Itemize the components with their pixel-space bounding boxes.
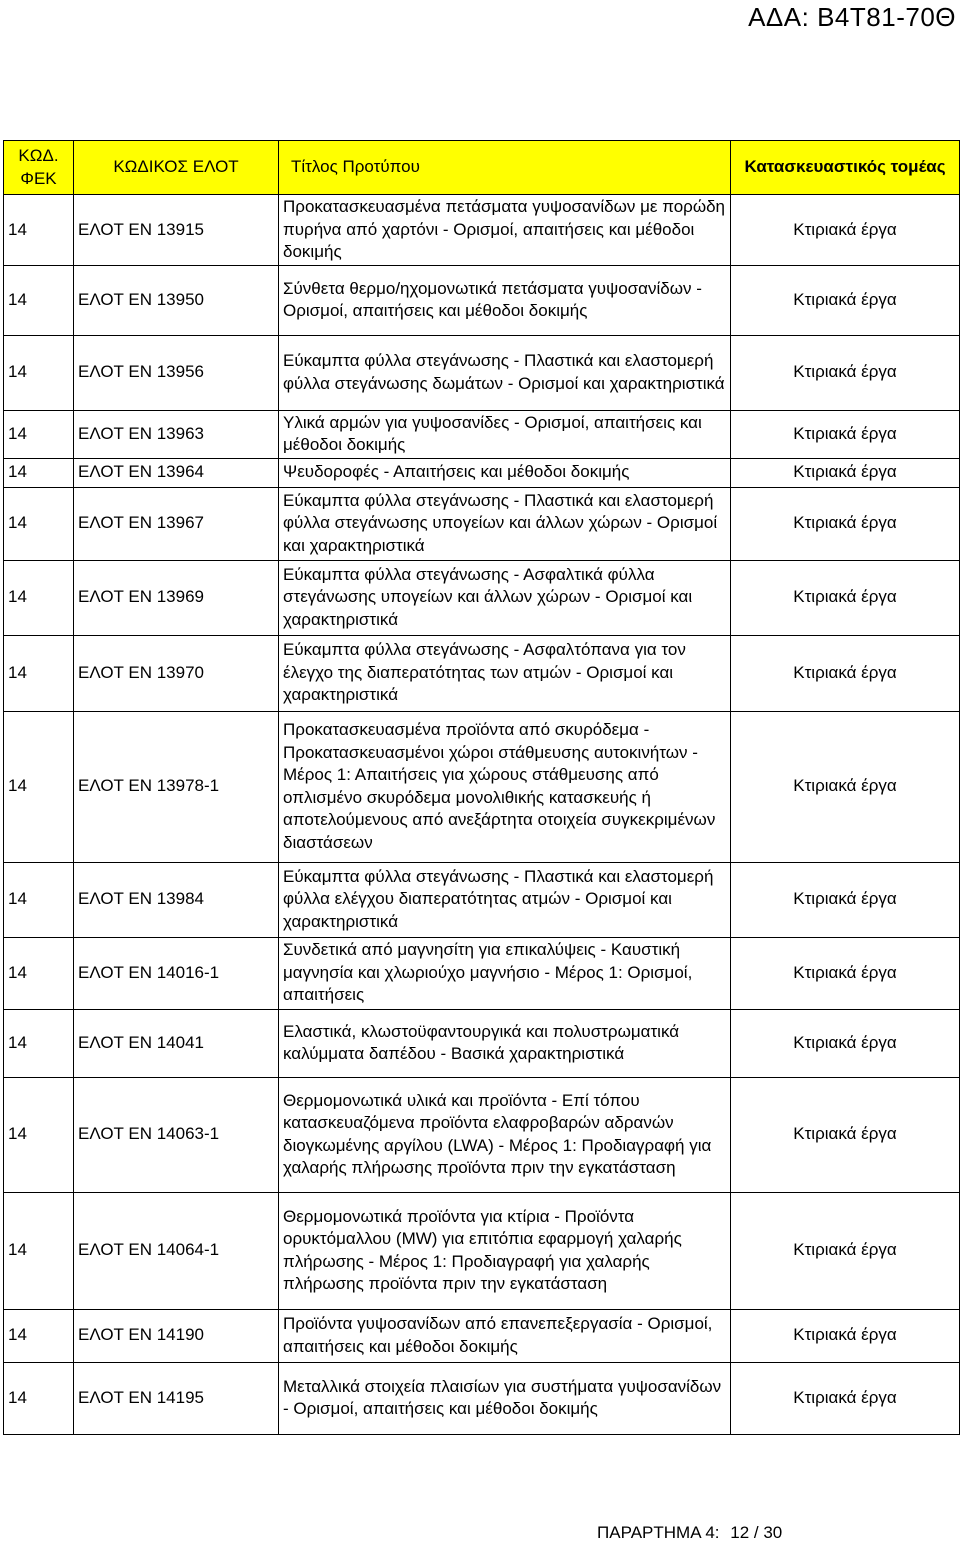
cell-elot-code: ΕΛΟΤ ΕΝ 14195	[74, 1362, 279, 1434]
cell-elot-code: ΕΛΟΤ ΕΝ 13984	[74, 862, 279, 937]
cell-sector: Κτιριακά έργα	[731, 195, 960, 266]
cell-title: Προκατασκευασμένα πετάσματα γυψοσανίδων με πορώδη πυρήνα από χαρτόνι - Ορισμοί, απαιτήσεις και μέθοδοι δοκιμής	[279, 195, 731, 266]
cell-sector: Κτιριακά έργα	[731, 1192, 960, 1309]
footer-page-number: 12 / 30	[730, 1523, 783, 1542]
cell-elot-code: ΕΛΟΤ ΕΝ 13915	[74, 195, 279, 266]
cell-sector: Κτιριακά έργα	[731, 1309, 960, 1362]
cell-title: Εύκαμπτα φύλλα στεγάνωσης - Ασφαλτόπανα για τον έλεγχο της διαπερατότητας των ατμών - Ορισμοί και χαρακτηριστικά	[279, 635, 731, 711]
header-sector: Κατασκευαστικός τομέας	[731, 141, 960, 195]
cell-sector: Κτιριακά έργα	[731, 937, 960, 1009]
cell-title: Προϊόντα γυψοσανίδων από επανεπεξεργασία - Ορισμοί, απαιτήσεις και μέθοδοι δοκιμής	[279, 1309, 731, 1362]
cell-elot-code: ΕΛΟΤ ΕΝ 14064-1	[74, 1192, 279, 1309]
cell-sector: Κτιριακά έργα	[731, 458, 960, 487]
standards-table	[3, 140, 960, 1435]
cell-sector: Κτιριακά έργα	[731, 265, 960, 335]
table-row	[4, 1192, 960, 1309]
cell-kod-fek: 14	[4, 862, 74, 937]
cell-sector: Κτιριακά έργα	[731, 560, 960, 635]
table-row	[4, 560, 960, 635]
cell-elot-code: ΕΛΟΤ ΕΝ 13978-1	[74, 711, 279, 862]
cell-sector: Κτιριακά έργα	[731, 1077, 960, 1192]
table-row	[4, 635, 960, 711]
cell-title: Εύκαμπτα φύλλα στεγάνωσης - Ασφαλτικά φύλλα στεγάνωσης υπογείων και άλλων χώρων - Ορισμοί και χαρακτηριστικά	[279, 560, 731, 635]
table-row	[4, 1362, 960, 1434]
document-id-stamp: ΑΔΑ: Β4Τ81-70Θ	[748, 2, 956, 32]
cell-elot-code: ΕΛΟΤ ΕΝ 13963	[74, 410, 279, 458]
cell-kod-fek: 14	[4, 487, 74, 560]
cell-title: Θερμομονωτικά προϊόντα για κτίρια - Προϊόντα ορυκτόμαλλου (MW) για επιτόπια εφαρμογή χαλαρής πλήρωσης - Μέρος 1: Προδιαγραφή για χαλαρής πλήρωσης προϊόντα πριν την εγκατάσταση	[279, 1192, 731, 1309]
page-footer	[597, 1523, 788, 1543]
cell-kod-fek: 14	[4, 635, 74, 711]
cell-sector: Κτιριακά έργα	[731, 487, 960, 560]
cell-elot-code: ΕΛΟΤ ΕΝ 13970	[74, 635, 279, 711]
cell-kod-fek: 14	[4, 335, 74, 410]
cell-title: Προκατασκευασμένα προϊόντα από σκυρόδεμα - Προκατασκευασμένοι χώροι στάθμευσης αυτοκινήτων - Μέρος 1: Απαιτήσεις για χώρους στάθμευσης από οπλισμένο σκυρόδεμα μονολιθικής κατασκευής ή αποτελούμενους από ανεξάρτητα οτοιχεία συγκεκριμένων διαστάσεων	[279, 711, 731, 862]
table-row	[4, 937, 960, 1009]
cell-kod-fek: 14	[4, 937, 74, 1009]
header-title: Τίτλος Προτύπου	[279, 141, 731, 195]
cell-kod-fek: 14	[4, 1192, 74, 1309]
cell-sector: Κτιριακά έργα	[731, 1009, 960, 1077]
cell-title: Εύκαμπτα φύλλα στεγάνωσης - Πλαστικά και ελαστομερή φύλλα στεγάνωσης υπογείων και άλλων χώρων - Ορισμοί και χαρακτηριστικά	[279, 487, 731, 560]
cell-title: Ελαστικά, κλωστοϋφαντουργικά και πολυστρωματικά καλύμματα δαπέδου - Βασικά χαρακτηριστικά	[279, 1009, 731, 1077]
cell-title: Εύκαμπτα φύλλα στεγάνωσης - Πλαστικά και ελαστομερή φύλλα στεγάνωσης δωμάτων - Ορισμοί και χαρακτηριστικά	[279, 335, 731, 410]
table-row	[4, 265, 960, 335]
cell-sector: Κτιριακά έργα	[731, 410, 960, 458]
cell-kod-fek: 14	[4, 560, 74, 635]
cell-sector: Κτιριακά έργα	[731, 335, 960, 410]
header-elot-code: ΚΩΔΙΚΟΣ ΕΛΟΤ	[74, 141, 279, 195]
cell-sector: Κτιριακά έργα	[731, 862, 960, 937]
cell-kod-fek: 14	[4, 1362, 74, 1434]
cell-title: Υλικά αρμών για γυψοσανίδες - Ορισμοί, απαιτήσεις και μέθοδοι δοκιμής	[279, 410, 731, 458]
table-row	[4, 410, 960, 458]
cell-elot-code: ΕΛΟΤ ΕΝ 13950	[74, 265, 279, 335]
cell-elot-code: ΕΛΟΤ ΕΝ 13964	[74, 458, 279, 487]
cell-elot-code: ΕΛΟΤ ΕΝ 13956	[74, 335, 279, 410]
cell-kod-fek: 14	[4, 1077, 74, 1192]
cell-kod-fek: 14	[4, 195, 74, 266]
cell-elot-code: ΕΛΟΤ ΕΝ 13969	[74, 560, 279, 635]
table-header-row	[4, 141, 960, 195]
cell-title: Ψευδοροφές - Απαιτήσεις και μέθοδοι δοκιμής	[279, 458, 731, 487]
cell-title: Θερμομονωτικά υλικά και προϊόντα - Επί τόπου κατασκευαζόμενα προϊόντα ελαφροβαρών αδρανών διογκωμένης αργίλου (LWA) - Μέρος 1: Προδιαγραφή για χαλαρής πλήρωσης προϊόντα πριν την εγκατάσταση	[279, 1077, 731, 1192]
cell-elot-code: ΕΛΟΤ ΕΝ 14041	[74, 1009, 279, 1077]
cell-sector: Κτιριακά έργα	[731, 711, 960, 862]
table-row	[4, 711, 960, 862]
table-row	[4, 862, 960, 937]
cell-elot-code: ΕΛΟΤ ΕΝ 14016-1	[74, 937, 279, 1009]
table-row	[4, 1077, 960, 1192]
table-row	[4, 487, 960, 560]
table-row	[4, 1309, 960, 1362]
cell-sector: Κτιριακά έργα	[731, 635, 960, 711]
cell-elot-code: ΕΛΟΤ ΕΝ 14063-1	[74, 1077, 279, 1192]
cell-title: Μεταλλικά στοιχεία πλαισίων για συστήματα γυψοσανίδων - Ορισμοί, απαιτήσεις και μέθοδοι δοκιμής	[279, 1362, 731, 1434]
cell-kod-fek: 14	[4, 410, 74, 458]
cell-title: Εύκαμπτα φύλλα στεγάνωσης - Πλαστικά και ελαστομερή φύλλα ελέγχου διαπερατότητας ατμών - Ορισμοί και χαρακτηριστικά	[279, 862, 731, 937]
cell-kod-fek: 14	[4, 265, 74, 335]
table-row	[4, 335, 960, 410]
cell-title: Συνδετικά από μαγνησίτη για επικαλύψεις - Καυστική μαγνησία και χλωριούχο μαγνήσιο - Μέρος 1: Ορισμοί, απαιτήσεις	[279, 937, 731, 1009]
cell-kod-fek: 14	[4, 458, 74, 487]
footer-annex: ΠΑΡΑΡΤΗΜΑ 4:	[597, 1523, 720, 1542]
cell-kod-fek: 14	[4, 711, 74, 862]
table-row	[4, 195, 960, 266]
cell-title: Σύνθετα θερμο/ηχομονωτικά πετάσματα γυψοσανίδων - Ορισμοί, απαιτήσεις και μέθοδοι δοκιμής	[279, 265, 731, 335]
table-row	[4, 458, 960, 487]
cell-elot-code: ΕΛΟΤ ΕΝ 14190	[74, 1309, 279, 1362]
cell-kod-fek: 14	[4, 1309, 74, 1362]
cell-sector: Κτιριακά έργα	[731, 1362, 960, 1434]
header-kod-fek: ΚΩΔ. ΦΕΚ	[4, 141, 74, 195]
cell-kod-fek: 14	[4, 1009, 74, 1077]
cell-elot-code: ΕΛΟΤ ΕΝ 13967	[74, 487, 279, 560]
table-row	[4, 1009, 960, 1077]
